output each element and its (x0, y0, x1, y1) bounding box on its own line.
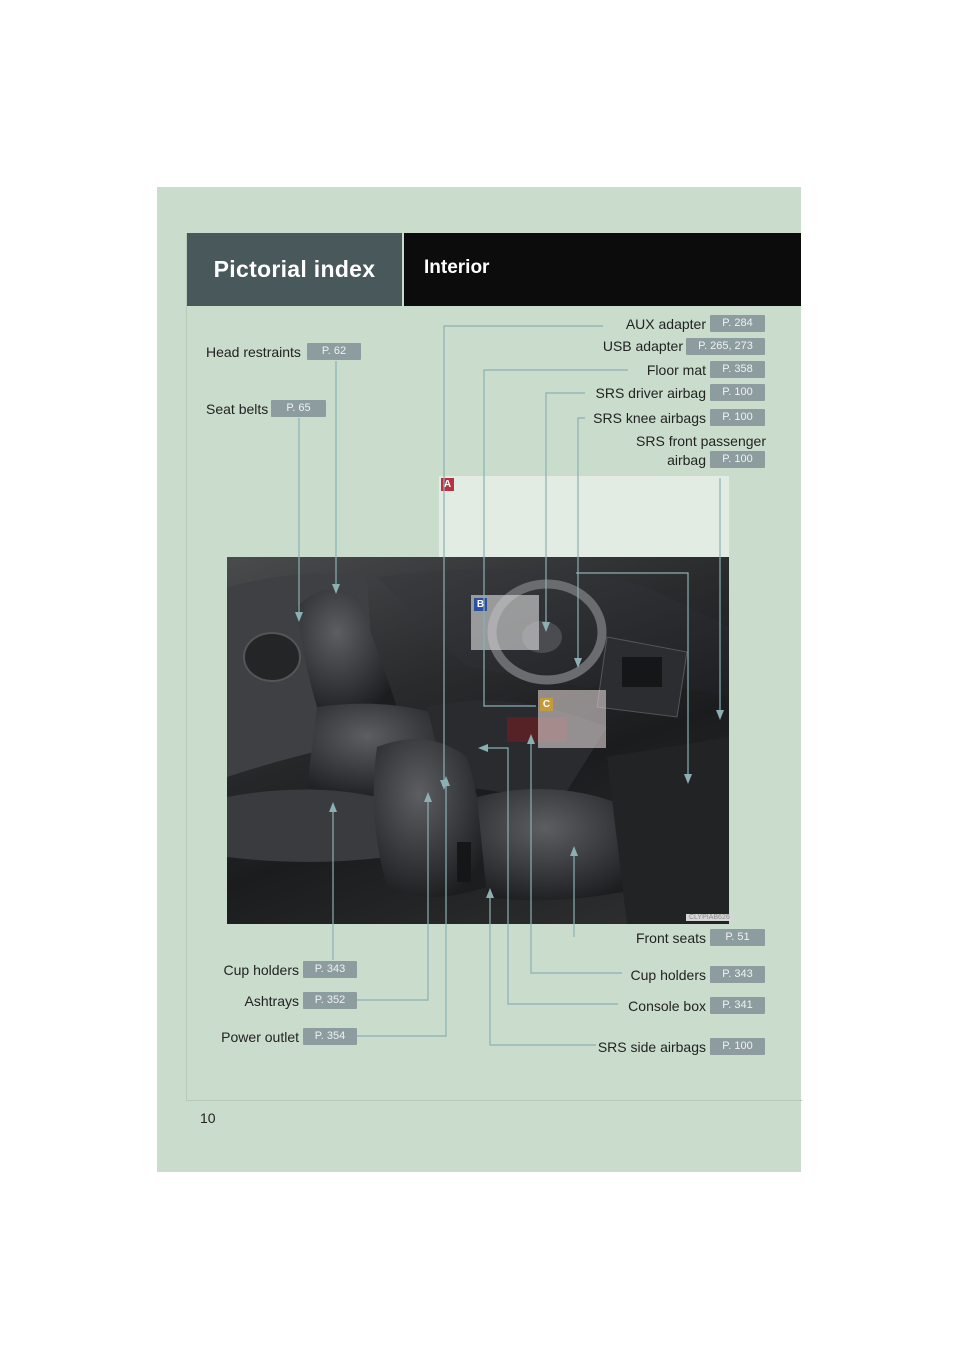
label-aux-adapter: AUX adapter (625, 316, 706, 332)
page-number: 10 (200, 1110, 216, 1126)
label-seat-belts: Seat belts (206, 401, 269, 417)
interior-photo (227, 557, 729, 924)
ref-head-restraints[interactable]: P. 62 (307, 343, 361, 360)
label-cup-holders-left: Cup holders (223, 962, 299, 978)
section-header (187, 233, 402, 306)
subsection-header (404, 233, 801, 306)
ref-console-box[interactable]: P. 341 (710, 997, 765, 1014)
ref-ashtrays[interactable]: P. 352 (303, 992, 357, 1009)
ref-seat-belts[interactable]: P. 65 (271, 400, 326, 417)
ref-srs-side-airbags[interactable]: P. 100 (710, 1038, 765, 1055)
label-floor-mat: Floor mat (646, 362, 706, 378)
marker-c: C (540, 698, 553, 711)
ref-srs-driver-airbag[interactable]: P. 100 (710, 384, 765, 401)
image-code: CLYPIAB626 (686, 914, 733, 921)
marker-a: A (441, 478, 454, 491)
label-srs-driver-airbag: SRS driver airbag (595, 385, 706, 401)
label-srs-front-passenger-2: airbag (667, 452, 706, 468)
ref-front-seats[interactable]: P. 51 (710, 929, 765, 946)
subsection-title: Interior (424, 257, 490, 278)
ref-srs-knee-airbags[interactable]: P. 100 (710, 409, 765, 426)
label-srs-side-airbags: SRS side airbags (597, 1039, 706, 1055)
ref-cup-holders-right[interactable]: P. 343 (710, 966, 765, 983)
ref-srs-front-passenger[interactable]: P. 100 (710, 451, 765, 468)
ref-floor-mat[interactable]: P. 358 (710, 361, 765, 378)
label-usb-adapter: USB adapter (602, 338, 683, 354)
label-head-restraints: Head restraints (206, 344, 301, 360)
label-srs-knee-airbags: SRS knee airbags (593, 410, 706, 426)
ref-power-outlet[interactable]: P. 354 (303, 1028, 357, 1045)
label-cup-holders-right: Cup holders (630, 967, 706, 983)
label-front-seats: Front seats (635, 930, 706, 946)
label-console-box: Console box (628, 998, 706, 1014)
callout-a-area (439, 476, 729, 557)
ref-usb-adapter[interactable]: P. 265, 273 (686, 338, 765, 355)
marker-b: B (474, 598, 487, 611)
label-ashtrays: Ashtrays (244, 993, 299, 1009)
label-power-outlet: Power outlet (221, 1029, 299, 1045)
ref-cup-holders-left[interactable]: P. 343 (303, 961, 357, 978)
ref-aux-adapter[interactable]: P. 284 (710, 315, 765, 332)
label-srs-front-passenger-1: SRS front passenger (636, 433, 766, 449)
section-title: Pictorial index (213, 256, 376, 282)
